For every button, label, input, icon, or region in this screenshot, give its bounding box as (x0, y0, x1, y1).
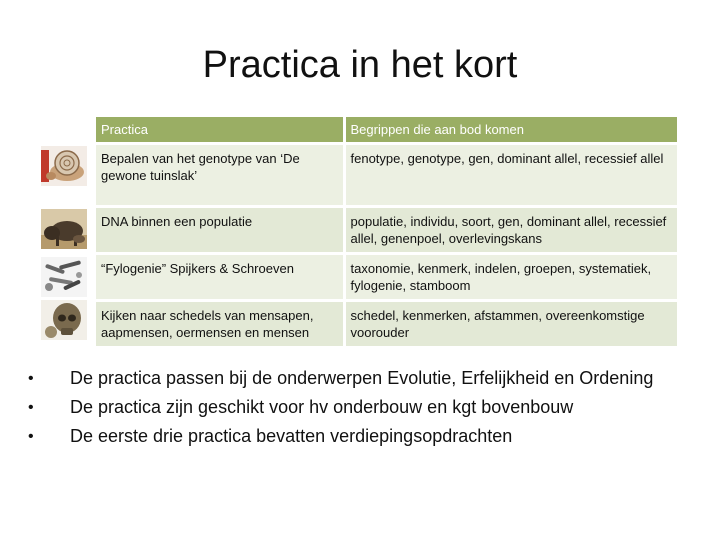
table-row (96, 207, 678, 254)
bullet-text: De eerste drie practica bevatten verdiepingsopdrachten (70, 426, 513, 446)
bullet-symbol: • (28, 399, 34, 416)
bullet-text: De practica zijn geschikt voor hv onderbouw en kgt bovenbouw (70, 397, 574, 417)
practicum-cell: Bepalen van het genotype van ‘De gewone tuinslak’ (96, 144, 344, 207)
begrippen-cell: populatie, individu, soort, gen, dominant allel, recessief allel, genenpoel, overlevingskans (344, 207, 678, 254)
bullet-text: De practica passen bij de onderwerpen Evolutie, Erfelijkheid en Ordening (70, 368, 654, 388)
practicum-cell: DNA binnen een populatie (96, 207, 344, 254)
begrippen-cell: schedel, kenmerken, afstammen, overeenkomstige voorouder (344, 301, 678, 347)
slide-title: Practica in het kort (202, 44, 518, 86)
column-header-begrippen: Begrippen die aan bod komen (344, 117, 678, 144)
practica-table (96, 117, 680, 346)
begrippen-cell: fenotype, genotype, gen, dominant allel, recessief allel (344, 144, 678, 207)
practicum-cell: “Fylogenie” Spijkers & Schroeven (96, 254, 344, 301)
bullet-item (24, 422, 653, 451)
table-row (96, 254, 678, 301)
begrippen-cell: taxonomie, kenmerk, indelen, groepen, systematiek, fylogenie, stamboom (344, 254, 678, 301)
bullet-item (24, 364, 653, 393)
screws-icon (41, 257, 87, 297)
practicum-cell: Kijken naar schedels van mensapen, aapmensen, oermensen en mensen (96, 301, 344, 347)
column-header-practica: Practica (96, 117, 344, 144)
table-header-row (96, 117, 678, 144)
skull-icon (41, 300, 87, 340)
bullet-symbol: • (28, 370, 34, 387)
boar-icon (41, 209, 87, 249)
bullet-item (24, 393, 653, 422)
table-row (96, 301, 678, 347)
bullet-symbol: • (28, 428, 34, 445)
bullet-list (24, 364, 653, 451)
table-row (96, 144, 678, 207)
snail-icon (41, 146, 87, 186)
